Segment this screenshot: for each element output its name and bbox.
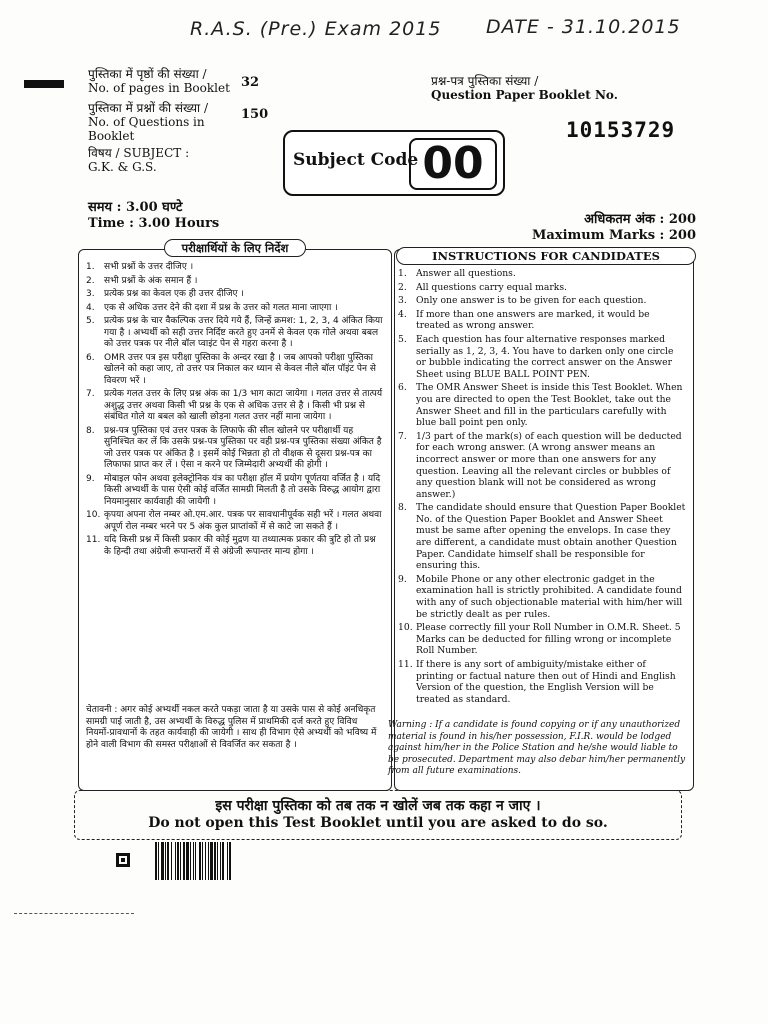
qpb-label-hi: प्रश्न-पत्र पुस्तिका संख्या / [431,74,539,88]
hindi-instruction-item [86,474,384,509]
barcode-bar [175,842,176,880]
barcode-bar [217,842,218,880]
english-instruction-item-number: 8. [398,502,407,514]
barcode-bar [155,842,157,880]
barcode-bar [177,842,179,880]
barcode-bar [193,842,194,880]
hindi-instruction-item-text: प्रत्येक प्रश्न के चार वैकल्पिक उत्तर दिये गये हैं, जिन्हें क्रमश: 1, 2, 3, 4 अंकित किया गया है । अभ्यर्थी को सही उत्तर निर्दिष्ट करते हुए उनमें से केवल एक गोले अथवा बबल को उत्तर पत्रक पर नीले बॉल प्वाइंट पेन से गहरा करना है । [104,316,383,349]
questions-label-en: No. of Questions in Booklet [88,115,205,143]
hindi-instructions-list [86,262,384,560]
english-instructions-list [398,268,686,707]
marks-en: Maximum Marks : 200 [532,228,696,243]
hindi-instruction-item-number: 5. [86,316,95,326]
english-instruction-item [398,295,686,307]
barcode-bar [220,842,221,880]
english-instruction-item-number: 2. [398,281,407,293]
hindi-instruction-item [86,426,384,472]
qpb-label [431,74,618,102]
barcode [155,842,267,880]
handwritten-date: DATE - 31.10.2015 [486,16,681,38]
hindi-instruction-item-text: कृपया अपना रोल नम्बर ओ.एम.आर. पत्रक पर सावधानीपूर्वक सही भरें । गलत अथवा अपूर्ण रोल नम्बर भरने पर 5 अंक कुल प्राप्तांकों में से काटे जा सकते हैं । [104,510,382,532]
hindi-instruction-item-number: 7. [86,389,95,399]
hindi-instruction-item [86,276,384,288]
english-instruction-item-number: 4. [398,308,407,320]
barcode-bar [205,842,206,880]
hindi-instruction-item [86,316,384,351]
notice-hi: इस परीक्षा पुस्तिका को तब तक न खोलें जब तक कहा न जाए । [215,798,541,814]
hindi-instruction-item [86,535,384,558]
english-instruction-item [398,574,686,620]
hindi-instruction-item-text: एक से अधिक उत्तर देने की दशा में प्रश्न के उत्तर को गलत माना जाएगा । [104,302,338,313]
marks-block [520,212,696,244]
english-instruction-item-number: 1. [398,268,407,279]
hindi-instruction-item-number: 11. [86,535,101,545]
hindi-instruction-item-number: 6. [86,352,95,363]
pages-label-hi: पुस्तिका में पृष्ठों की संख्या / [88,67,207,81]
english-instruction-item-text: Answer all questions. [416,268,516,279]
hindi-instruction-item-number: 9. [86,473,95,484]
english-instruction-item-text: If more than one answers are marked, it would be treated as wrong answer. [416,308,650,332]
subject-label [88,146,189,174]
english-instruction-item-text: 1/3 part of the mark(s) of each question will be deducted for each wrong answer. (A wrong answer means an incorrect answer or more than one answers for any question. Leaving all the relevant circles or bubbles of any question blank will not be considered as wrong answer.) [416,430,682,500]
barcode-bar [202,842,203,880]
hindi-instruction-item [86,262,384,274]
hindi-instruction-item [86,303,384,315]
subject-code-box [283,130,505,196]
english-instruction-item-text: If there is any sort of ambiguity/mistake either of printing or factual nature then out of Hindi and English Version of the question, the English Version will be treated as standard. [416,659,676,705]
english-instruction-item-number: 9. [398,573,407,585]
hindi-instruction-item-text: प्रत्येक प्रश्न का केवल एक ही उत्तर दीजिए । [104,289,244,299]
questions-label [88,101,248,143]
hindi-instruction-item-text: यदि किसी प्रश्न में किसी प्रकार की कोई मुद्रण या तथ्यात्मक प्रकार की त्रुटि हो तो प्रश्न के हिन्दी तथा अंग्रेजी रूपान्तरों में से अंग्रेजी रूपान्तर मान्य होगा । [104,535,376,557]
pages-label-en: No. of pages in Booklet [88,81,230,95]
barcode-bar [214,842,216,880]
barcode-bar [167,842,169,880]
english-instruction-item-text: The OMR Answer Sheet is inside this Test Booklet. When you are directed to open the Test Booklet, take out the Answer Sheet and fill in the particulars carefully with blue ball point pen only. [416,382,683,429]
english-instruction-item-number: 6. [398,382,407,394]
handwritten-exam-title: R.A.S. (Pre.) Exam 2015 [190,18,442,40]
barcode-bar [165,842,166,880]
barcode-bar [208,842,209,880]
questions-label-hi: पुस्तिका में प्रश्नों की संख्या / [88,101,208,115]
hindi-instruction-item-text: OMR उत्तर पत्र इस परीक्षा पुस्तिका के अन्दर रखा है । जब आपको परीक्षा पुस्तिका खोलने को कहा जाए, तो उत्तर पत्र निकाल कर ध्यान से केवल नीले बॉल पॉइंट पेन से विवरण भरें । [104,352,376,386]
pages-value: 32 [241,75,260,90]
notice-en: Do not open this Test Booklet until you are asked to do so. [148,815,608,831]
english-instruction-item [398,282,686,294]
hindi-instruction-item [86,289,384,301]
question-paper-booklet-number: 10153729 [566,118,676,142]
hindi-instruction-item-number: 3. [86,289,95,299]
barcode-bar [186,842,189,880]
barcode-bar [161,842,164,880]
time-en: Time : 3.00 Hours [88,216,220,231]
barcode-bar [190,842,191,880]
english-instruction-item [398,502,686,572]
questions-value: 150 [241,107,269,122]
marks-hi: अधिकतम अंक : 200 [584,212,696,227]
english-instruction-item-text: The candidate should ensure that Question Paper Booklet No. of the Question Paper Booklet and Answer Sheet must be same after opening the envelops. In case they are different, a candidate must obtain another Question Paper. Candidate himself shall be responsible for ensuring this. [416,502,686,572]
english-instruction-item [398,622,686,657]
time-block [88,200,219,232]
hindi-instruction-item [86,510,384,533]
time-hi: समय : 3.00 घण्टे [88,200,183,215]
english-instruction-item-text: Please correctly fill your Roll Number in O.M.R. Sheet. 5 Marks can be deducted for filling wrong or incomplete Roll Number. [416,622,681,657]
do-not-open-notice [74,790,682,840]
hindi-instruction-item-number: 8. [86,425,95,436]
english-instruction-item-number: 3. [398,295,407,307]
barcode-bar [183,842,185,880]
english-instruction-item [398,431,686,501]
hindi-instruction-item [86,353,384,388]
english-instruction-item-number: 10. [398,622,413,634]
hindi-instruction-item-text: सभी प्रश्नों के अंक समान हैं । [104,275,198,286]
barcode-bar [222,842,224,880]
english-instruction-item-text: Mobile Phone or any other electronic gadget in the examination hall is strictly prohibited. A candidate found with any of such objectionable material with him/her will be strictly dealt as per rules. [416,573,683,620]
subject-label-text: विषय / SUBJECT : [88,146,190,160]
subject-value: G.K. & G.S. [88,160,157,174]
subject-code-value: 00 [409,138,497,190]
barcode-bar [195,842,196,880]
subject-code-label: Subject Code [293,150,419,170]
hindi-instruction-item-text: सभी प्रश्नों के उत्तर दीजिए । [104,262,194,272]
hindi-instruction-item-text: प्रत्येक गलत उत्तर के लिए प्रश्न अंक का 1/3 भाग काटा जायेगा । गलत उत्तर से तात्पर्य अशुद्ध उत्तर अथवा किसी भी प्रश्न के एक से अधिक उत्तर से है । किसी भी प्रश्न से संबंधित गोले या बबल को खाली छोड़ना गलत उत्तर नहीं माना जायेगा । [104,389,383,422]
barcode-bar [158,842,159,880]
english-instruction-item-number: 11. [398,659,413,670]
english-instruction-item-number: 5. [398,333,407,345]
hindi-warning: चेतावनी : अगर कोई अभ्यर्थी नकल करते पकड़ा जाता है या उसके पास से कोई अनधिकृत सामग्री पाई जाती है, उस अभ्यर्थी के विरुद्ध पुलिस में प्राथमिकी दर्ज करते हुए विविध नियमों-प्रावधानों के तहत कार्यवाही की जायेगी । साथ ही विभाग ऐसे अभ्यर्थी को भविष्य में होने वाली विभाग की समस्त परीक्षाओं से विवर्जित कर सकता है । [86,705,377,750]
hindi-instruction-item-number: 2. [86,275,95,286]
hindi-instruction-item-number: 4. [86,302,95,313]
hindi-instruction-item-text: मोबाइल फोन अथवा इलेक्ट्रोनिक यंत्र का परीक्षा हॉल में प्रयोग पूर्णतया वर्जित है । यदि किसी अभ्यर्थी के पास ऐसी कोई वर्जित सामग्री मिलती है तो उसके विरुद्ध आयोग द्वारा नियमानुसार कार्यवाही की जायेगी । [104,473,381,507]
barcode-bar [180,842,181,880]
english-instruction-item [398,334,686,380]
english-instructions-title: INSTRUCTIONS FOR CANDIDATES [396,247,696,265]
barcode-bar [199,842,201,880]
hindi-instruction-item-number: 10. [86,510,101,520]
pages-label [88,67,238,95]
hindi-instructions-title: परीक्षार्थियों के लिए निर्देश [164,239,306,257]
english-instruction-item-text: Each question has four alternative responses marked serially as 1, 2, 3, 4. You have to darken only one circle or bubble indicating the correct answer on the Answer Sheet using BLUE BALL POINT PEN. [416,333,674,380]
hindi-instruction-item [86,389,384,424]
hindi-instruction-item-number: 1. [86,262,95,272]
english-instruction-item-number: 7. [398,430,407,442]
barcode-bar [171,842,172,880]
registration-square-mark [116,853,130,867]
barcode-bar [229,842,231,880]
scan-mark [24,80,64,88]
barcode-bar [227,842,228,880]
scan-dashes [14,913,134,914]
english-instruction-item [398,659,686,705]
qpb-label-en: Question Paper Booklet No. [431,88,618,102]
english-warning: Warning : If a candidate is found copying or if any unauthorized material is found in his/her possession, F.I.R. would be lodged against him/her in the Police Station and he/she would liable to be prosecuted. Department may also debar him/her permanently from all future examinations. [388,720,686,776]
english-instruction-item [398,309,686,332]
english-instruction-item [398,382,686,428]
hindi-instruction-item-text: प्रश्न-पत्र पुस्तिका एवं उत्तर पत्रक के लिफाफे की सील खोलने पर परीक्षार्थी यह सुनिश्चित कर लें कि उसके प्रश्न-पत्र पुस्तिका पर वही प्रश्न-पत्र पुस्तिका संख्या अंकित है जो उत्तर पत्रक पर अंकित है । इसमें कोई भिन्नता हो तो वीक्षक से दूसरा प्रश्न-पत्र का लिफाफा प्राप्त कर लें । ऐसा न करने पर जिम्मेदारी अभ्यर्थी की होगी । [104,425,382,470]
english-instruction-item-text: All questions carry equal marks. [416,281,567,293]
barcode-bar [210,842,213,880]
english-instruction-item-text: Only one answer is to be given for each question. [416,295,647,307]
english-instruction-item [398,268,686,280]
